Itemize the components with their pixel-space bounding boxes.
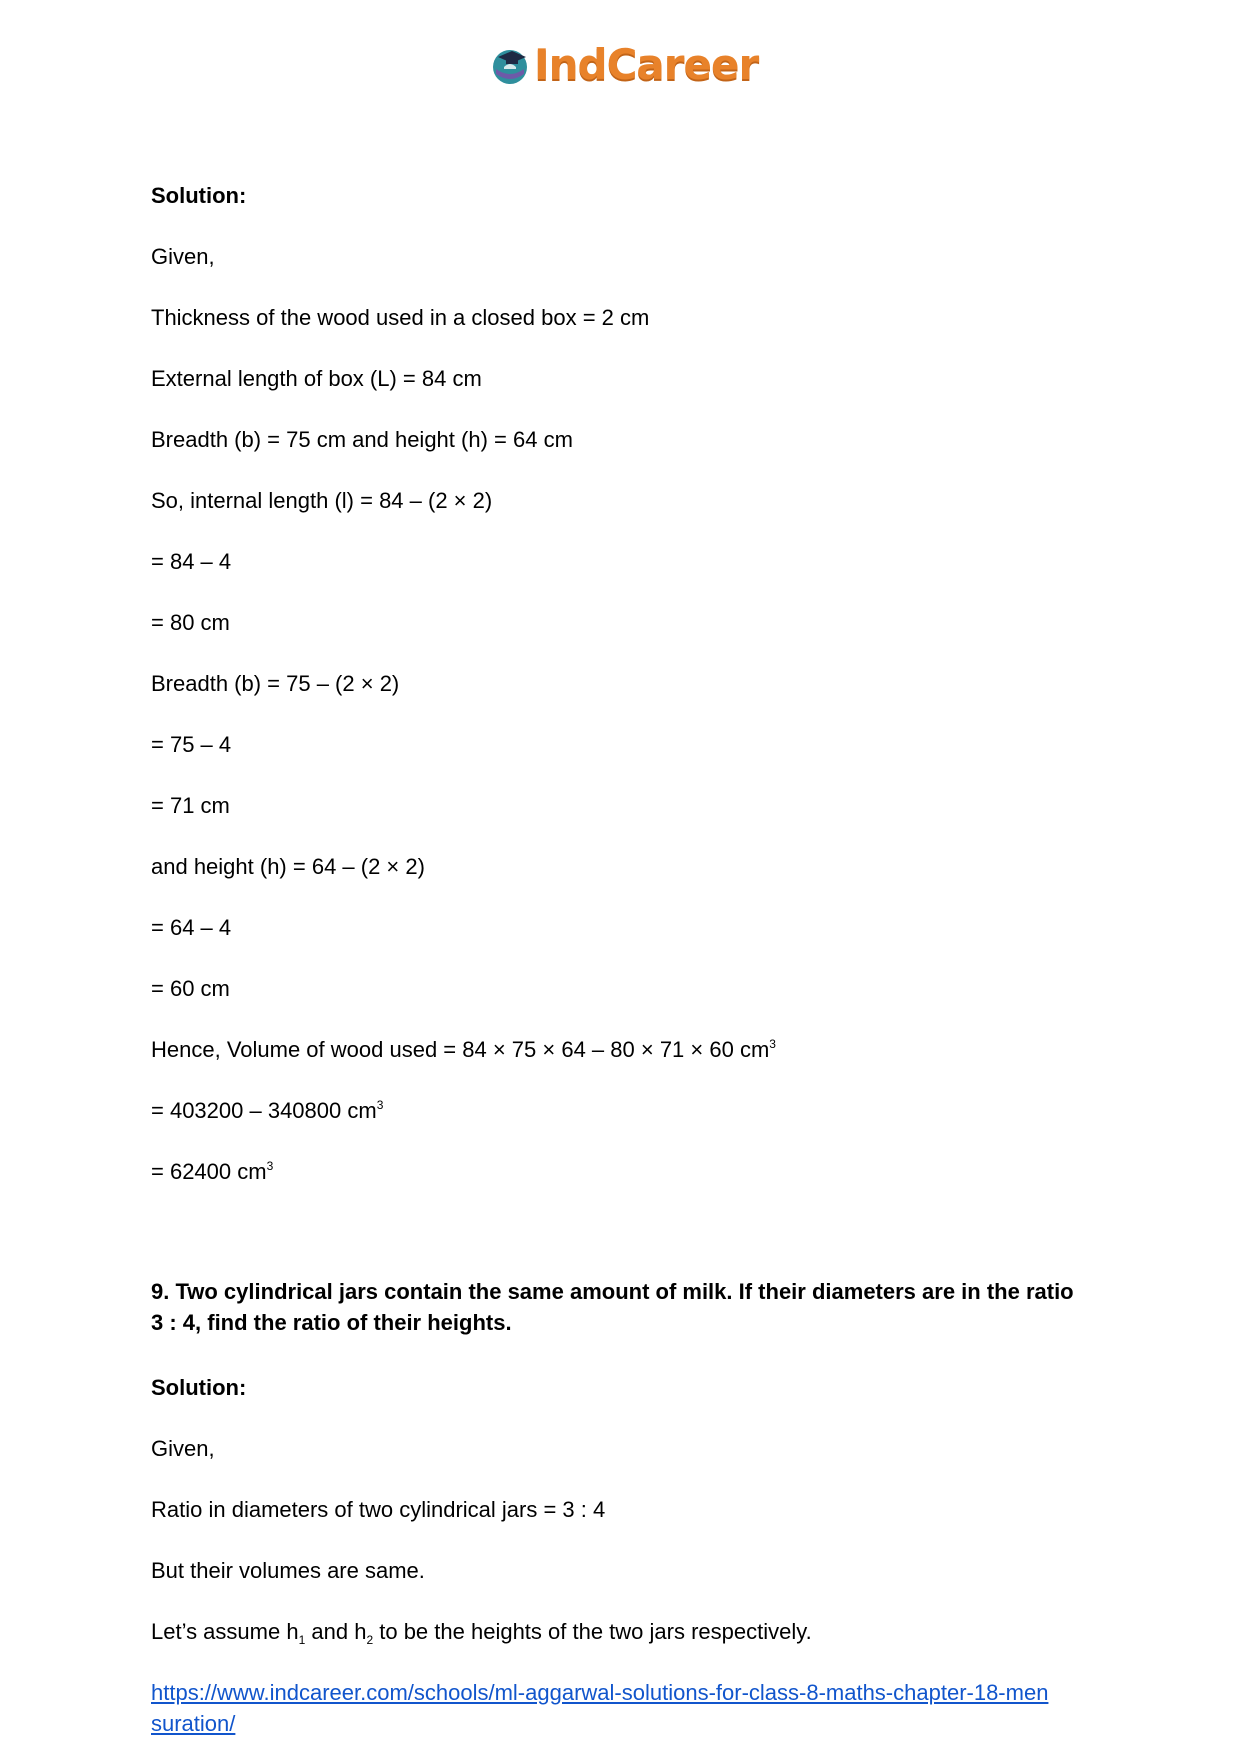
solution-line: = 75 – 4 [151,732,232,757]
solution-heading: Solution: [151,183,247,208]
header-logo [488,40,758,89]
cube-superscript: 3 [769,1037,776,1051]
assume-text: Let’s assume h [151,1619,299,1644]
volume-text: Hence, Volume of wood used = 84 × 75 × 64 – 80 × 71 × 60 cm [151,1037,770,1062]
assume-line [151,1616,812,1647]
volume-text: = 62400 cm [151,1159,267,1184]
solution-line: = 84 – 4 [151,549,232,574]
assume-text: to be the heights of the two jars respectively. [373,1619,812,1644]
source-link-line2: suration/ [151,1711,236,1736]
cube-superscript: 3 [376,1098,384,1112]
subscript: 2 [366,1633,374,1647]
solution-line: and height (h) = 64 – (2 × 2) [151,854,425,879]
subscript: 1 [298,1633,306,1647]
solution-line: External length of box (L) = 84 cm [151,366,482,391]
source-link-line1: https://www.indcareer.com/schools/ml-aggarwal-solutions-for-class-8-maths-chapter-18-men [151,1680,1049,1705]
graduation-cap-book-globe-icon [488,43,532,87]
brand-name: IndCareer [534,40,759,89]
solution-line: Ratio in diameters of two cylindrical jars = 3 : 4 [151,1497,606,1522]
volume-line [151,1095,383,1126]
assume-text: and h [305,1619,367,1644]
source-link[interactable] [151,1680,1048,1736]
volume-line [151,1156,273,1187]
solution-line: So, internal length (l) = 84 – (2 × 2) [151,488,493,513]
solution-line: = 60 cm [151,976,230,1001]
solution-line: Breadth (b) = 75 cm and height (h) = 64 cm [151,427,573,452]
solution-line: But their volumes are same. [151,1558,425,1583]
source-link-wrap [151,1677,1048,1739]
solution-line: = 80 cm [151,610,230,635]
given-label: Given, [151,244,215,269]
solution-line: Thickness of the wood used in a closed box = 2 cm [151,305,650,330]
solution-heading: Solution: [151,1375,247,1400]
question-9: 9. Two cylindrical jars contain the same amount of milk. If their diameters are in the ratio 3 : 4, find the ratio of their heights. [151,1279,1074,1335]
given-label: Given, [151,1436,215,1461]
solution-line: = 71 cm [151,793,230,818]
cube-superscript: 3 [266,1159,274,1173]
volume-text: = 403200 – 340800 cm [151,1098,377,1123]
volume-line [151,1034,776,1065]
solution-line: = 64 – 4 [151,915,232,940]
solution-line: Breadth (b) = 75 – (2 × 2) [151,671,400,696]
